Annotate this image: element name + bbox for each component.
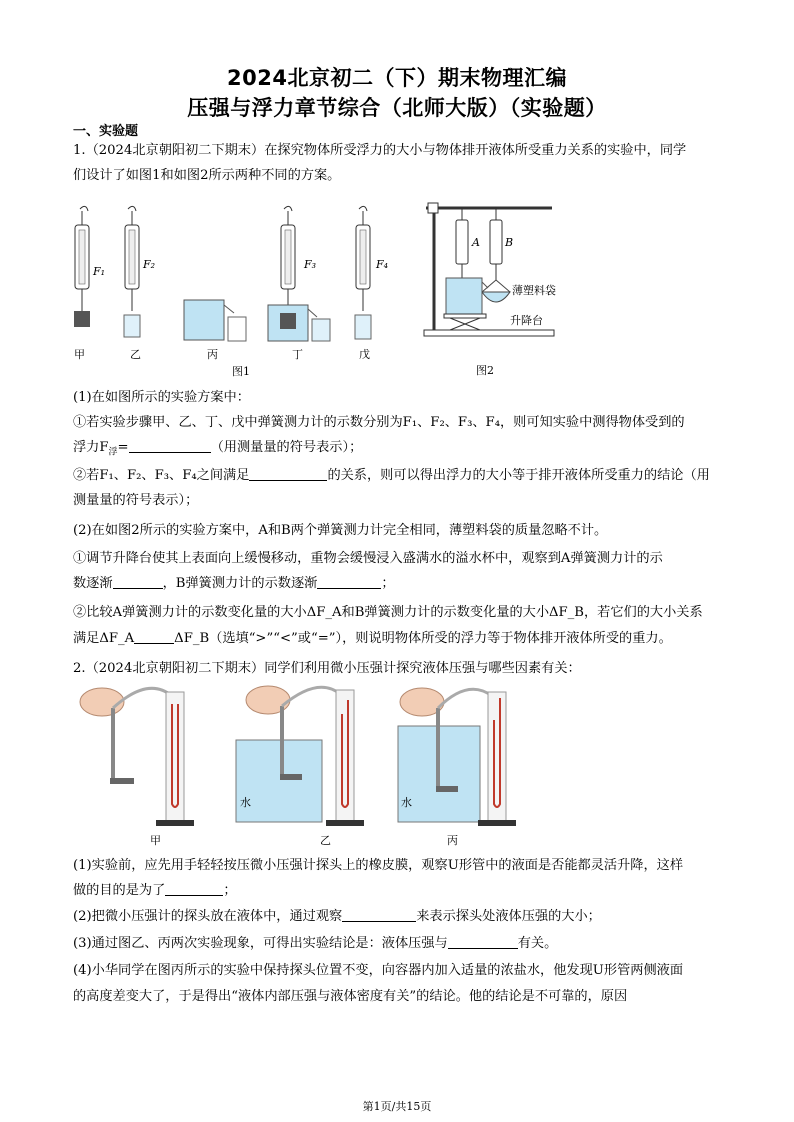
answer-blank-compare[interactable]: [134, 629, 174, 644]
q2-part4-line1: (4)小华同学在图丙所示的实验中保持探头位置不变，向容器内加入适量的浓盐水，他发现U形管两侧液面: [73, 963, 684, 978]
q1-part1: (1)在如图所示的实验方案中：: [73, 390, 250, 405]
q2-intro: 2.（2024北京朝阳初二下期末）同学们利用微小压强计探究液体压强与哪些因素有关：: [73, 661, 581, 676]
figure-1: [62, 205, 402, 378]
figure-q2: [68, 680, 548, 850]
step-label-bing: 丙: [207, 348, 218, 361]
spring-scale-ding: [268, 206, 330, 341]
doc-title-line2: 压强与浮力章节综合（北师大版）（实验题）: [187, 96, 607, 120]
lifting-platform: [444, 314, 486, 330]
q2-part4-line2: 的高度差变大了，于是得出“液体内部压强与液体密度有关”的结论。他的结论是不可靠的，原因: [73, 989, 628, 1004]
overflow-cup: [446, 278, 488, 314]
answer-blank-factor[interactable]: [448, 934, 518, 949]
pressure-gauge-bing: [398, 688, 516, 826]
q1-relation-line-2: 测量量的符号表示）；: [73, 493, 199, 508]
spring-scale-jia: [74, 206, 90, 327]
q1-part2-step2: ②比较A弹簧测力计的示数变化量的大小ΔF_A和B弹簧测力计的示数变化量的大小ΔF_B，若它们的大小关系: [73, 605, 703, 620]
q1-scale-change-line: 数逐渐 ，B弹簧测力计的示数逐渐 ；: [73, 576, 395, 591]
spring-scale-wu: [355, 206, 371, 339]
force-label-f1: F₁: [93, 265, 106, 278]
q1-part2-step1: ①调节升降台使其上表面向上缓慢移动，重物会缓慢浸入盛满水的溢水杯中，观察到A弹簧测力计的示: [73, 551, 663, 566]
pressure-gauge-yi: [236, 686, 364, 826]
step-label-wu: 戊: [359, 348, 370, 361]
answer-blank-relation[interactable]: [249, 466, 327, 481]
fig-label-bing: 丙: [447, 834, 458, 847]
force-label-f4: F₄: [376, 258, 389, 271]
force-label-f2: F₂: [143, 258, 156, 271]
page-footer: 第1页/共15页: [362, 1100, 432, 1113]
q1-relation-line: ②若F₁、F₂、F₃、F₄之间满足 的关系，则可以得出浮力的大小等于排开液体所受重力的结论（用: [73, 468, 710, 483]
fig-label-jia: 甲: [150, 834, 161, 847]
step-label-ding: 丁: [292, 348, 303, 361]
section-heading: 一、实验题: [73, 124, 139, 139]
spring-scale-yi: [124, 206, 140, 337]
q2-part2: (2)把微小压强计的探头放在液体中，通过观察 来表示探头处液体压强的大小；: [73, 909, 601, 924]
q1-compare-line: 满足ΔF_A ΔF_B（选填“>”“<”或“=”），则说明物体所受的浮力等于物体排开液体所受的重力。: [73, 631, 672, 646]
answer-blank-observe[interactable]: [342, 907, 416, 922]
q1-intro-1: 1.（2024北京朝阳初二下期末）在探究物体所受浮力的大小与物体排开液体所受重力关系的实验中，同学: [73, 143, 687, 158]
step-label-yi: 乙: [130, 348, 141, 361]
spring-scale-b: [482, 208, 510, 302]
answer-blank-scale-b[interactable]: [317, 574, 381, 589]
fig-label-yi: 乙: [320, 834, 331, 847]
label-a: A: [472, 236, 480, 249]
q1-part2: (2)在如图2所示的实验方案中，A和B两个弹簧测力计完全相同，薄塑料袋的质量忽略不计。: [73, 523, 608, 538]
pressure-gauge-jia: [80, 688, 194, 826]
overflow-cup-bing: [184, 300, 246, 341]
label-b: B: [505, 236, 514, 249]
answer-blank-scale-a[interactable]: [113, 574, 163, 589]
label-lifting-platform: 升降台: [510, 314, 543, 327]
q1-intro-2: 们设计了如图1和如图2所示两种不同的方案。: [73, 168, 341, 183]
q1-buoyancy-line: 浮力$F_浮=$ （用测量量的符号表示）；: [73, 440, 363, 458]
figure-2: [418, 196, 588, 377]
water-label-bing: 水: [401, 796, 412, 809]
answer-blank-buoyancy[interactable]: [129, 438, 211, 453]
q2-part3: (3)通过图乙、丙两次实验现象，可得出实验结论是：液体压强与 有关。: [73, 936, 558, 951]
answer-blank-purpose[interactable]: [165, 881, 223, 896]
q1-part1-step1: ①若实验步骤甲、乙、丁、戊中弹簧测力计的示数分别为F₁、F₂、F₃、F₄，则可知实验中测得物体受到的: [73, 415, 685, 430]
step-label-jia: 甲: [74, 348, 85, 361]
water-label-yi: 水: [240, 796, 251, 809]
figure-2-caption: 图2: [476, 364, 494, 377]
force-label-f3: F₃: [304, 258, 317, 271]
q2-part1-line2: 做的目的是为了 ；: [73, 883, 237, 898]
q2-part1-line1: (1)实验前，应先用手轻轻按压微小压强计探头上的橡皮膜，观察U形管中的液面是否能都灵活升降，这样: [73, 858, 684, 873]
figure-1-caption: 图1: [232, 365, 250, 378]
doc-title-line1: 2024北京初二（下）期末物理汇编: [227, 66, 567, 90]
label-thin-plastic-bag: 薄塑料袋: [512, 284, 556, 297]
